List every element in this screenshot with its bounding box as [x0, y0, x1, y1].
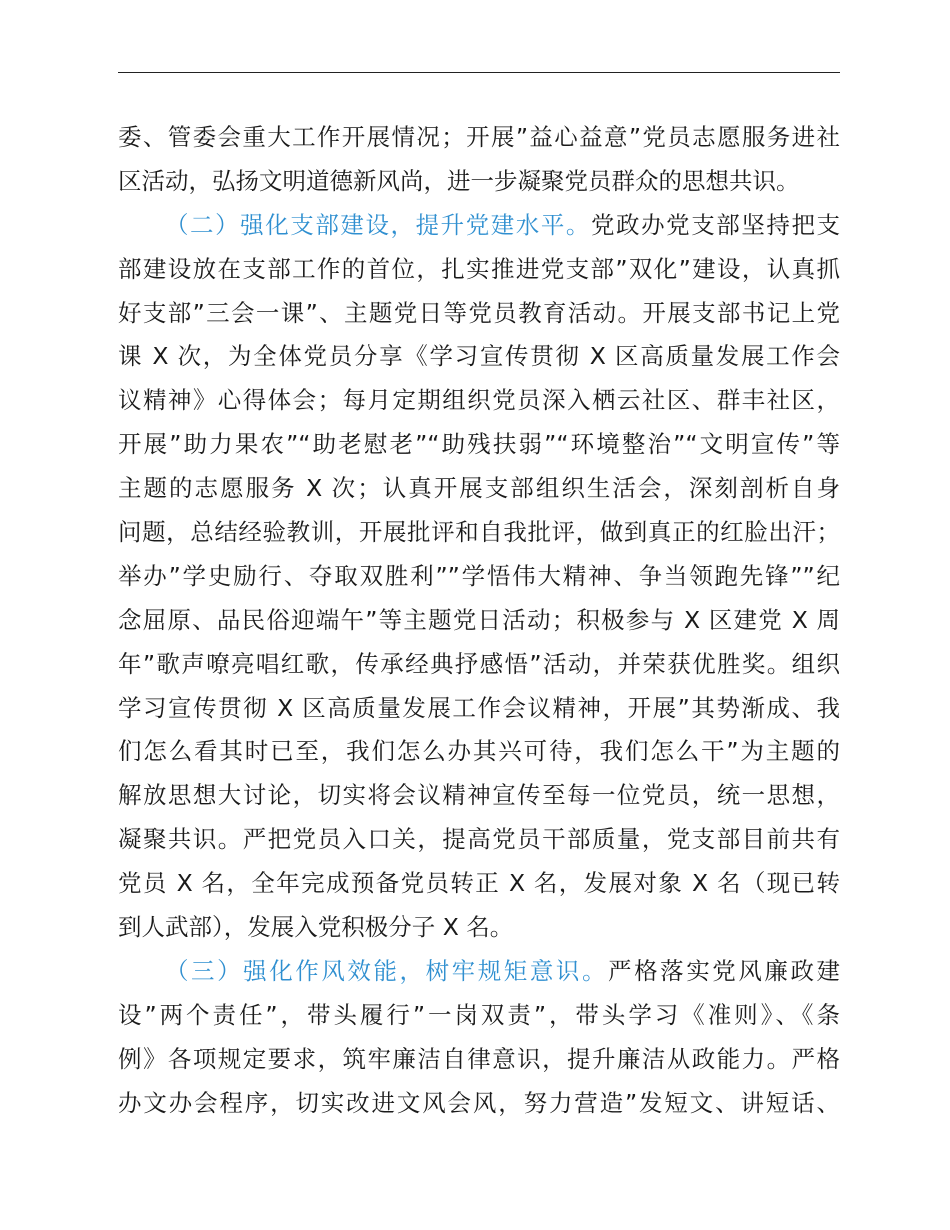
paragraph-first-line	[118, 204, 840, 248]
text-line: 念屈原、品民俗迎端午”等主题党日活动；积极参与 X 区建党 X 周	[118, 605, 840, 634]
text-line: 办文办会程序，切实改进文风会风，努力营造”发短文、讲短话、	[118, 1088, 840, 1117]
text-line: 主题的志愿服务 X 次；认真开展支部组织生活会，深刻剖析自身	[118, 474, 840, 503]
text-line: 部建设放在支部工作的首位，扎实推进党支部”双化”建设，认真抓	[118, 254, 840, 283]
text-line: 学习宣传贯彻 X 区高质量发展工作会议精神，开展”其势渐成、我	[118, 693, 840, 722]
paragraph-first-line	[118, 950, 840, 994]
section-heading: （二）强化支部建设，提升党建水平。	[165, 210, 591, 239]
text-line: 党员 X 名，全年完成预备党员转正 X 名，发展对象 X 名（现已转	[118, 869, 840, 898]
text-line: 举办”学史励行、夺取双胜利””学悟伟大精神、争当领跑先锋””纪	[118, 561, 840, 590]
text-line: 设”两个责任”，带头履行”一岗双责”，带头学习《准则》、《条	[118, 1000, 840, 1029]
text-line: 年”歌声嘹亮唱红歌，传承经典抒感悟”活动，并荣获优胜奖。组织	[118, 649, 840, 678]
text-line: 议精神》心得体会；每月定期组织党员深入栖云社区、群丰社区，	[118, 386, 840, 415]
text-line: 开展”助力果农”“助老慰老”“助残扶弱”“环境整治”“文明宣传”等	[118, 430, 840, 459]
text-line: 课 X 次，为全体党员分享《学习宣传贯彻 X 区高质量发展工作会	[118, 342, 840, 371]
text-line: 凝聚共识。严把党员入口关，提高党员干部质量，党支部目前共有	[118, 825, 840, 854]
text-line: 们怎么看其时已至，我们怎么办其兴可待，我们怎么干”为主题的	[118, 737, 840, 766]
text-line: 问题，总结经验教训，开展批评和自我批评，做到真正的红脸出汗；	[118, 518, 840, 547]
paragraph-text: 党政办党支部坚持把支	[590, 210, 841, 239]
text-line: 解放思想大讨论，切实将会议精神宣传至每一位党员，统一思想，	[118, 781, 840, 810]
document-body	[118, 116, 840, 1125]
text-line: 到人武部），发展入党积极分子 X 名。	[118, 913, 514, 942]
header-rule	[118, 72, 840, 73]
section-heading: （三）强化作风效能，树牢规矩意识。	[165, 956, 609, 985]
text-line: 好支部”三会一课”、主题党日等党员教育活动。开展支部书记上党	[118, 298, 840, 327]
text-line: 区活动，弘扬文明道德新风尚，进一步凝聚党员群众的思想共识。	[118, 166, 800, 195]
paragraph-text: 严格落实党风廉政建	[608, 956, 841, 985]
text-line: 例》各项规定要求，筑牢廉洁自律意识，提升廉洁从政能力。严格	[118, 1044, 840, 1073]
text-line: 委、管委会重大工作开展情况；开展”益心益意”党员志愿服务进社	[118, 123, 840, 151]
